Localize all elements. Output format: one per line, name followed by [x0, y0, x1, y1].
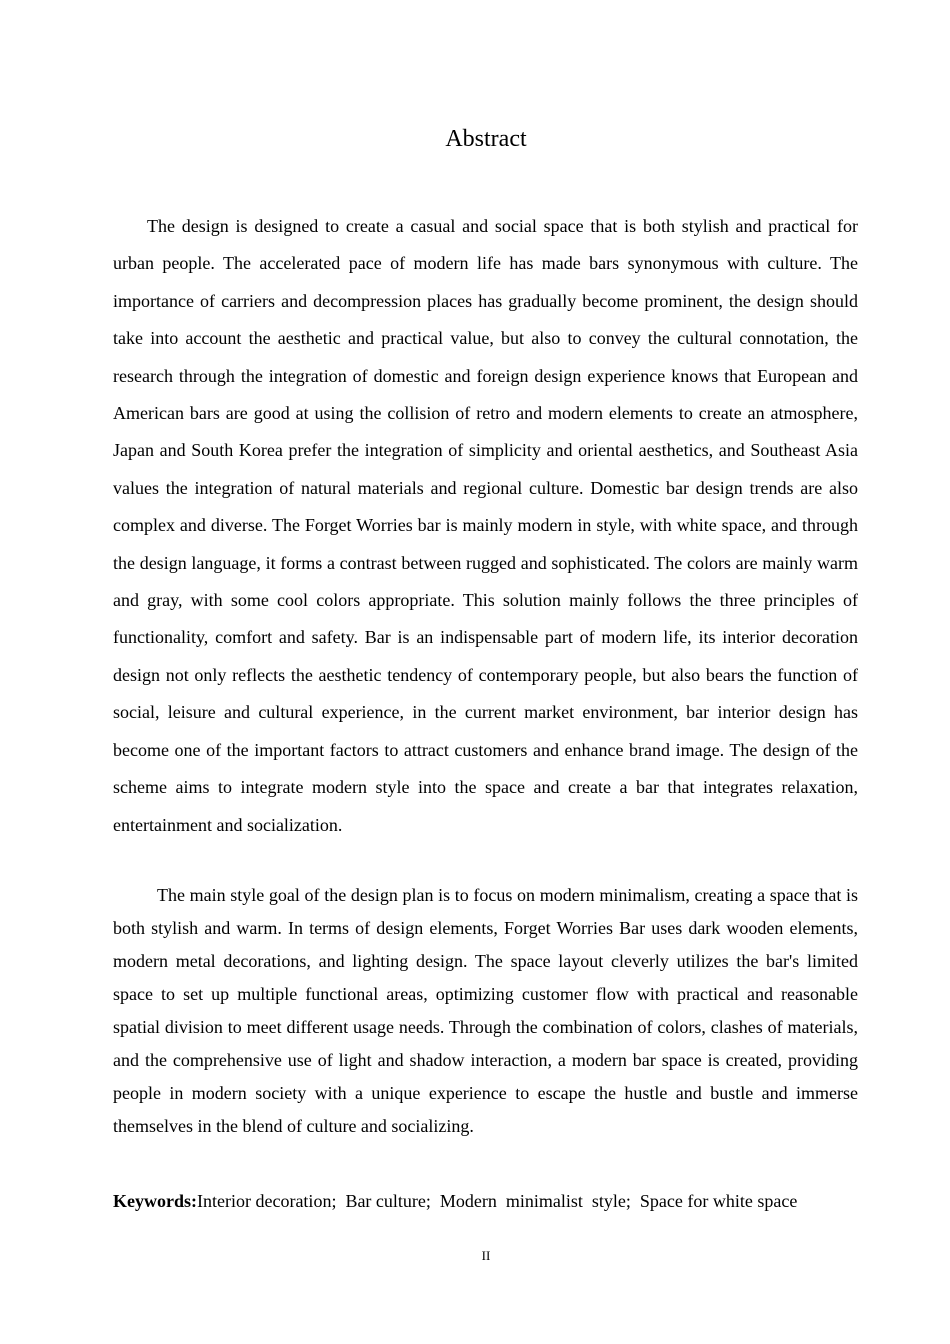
page-number: II [481, 1248, 491, 1263]
abstract-paragraph-1: The design is designed to create a casual and social space that is both stylish and practical for urban people. The accelerated pace of modern life has made bars synonymous with culture. The importance of carriers and decompression places has gradually become prominent, the design should take into account the aesthetic and practical value, but also to convey the cultural connotation, the research through the integration of domestic and foreign design experience knows that European and American bars are good at using the collision of retro and modern elements to create an atmosphere, Japan and South Korea prefer the integration of simplicity and oriental aesthetics, and Southeast Asia values the integration of natural materials and regional culture. Domestic bar design trends are also complex and diverse. The Forget Worries bar is mainly modern in style, with white space, and through the design language, it forms a contrast between rugged and sophisticated. The colors are mainly warm and gray, with some cool colors appropriate. This solution mainly follows the three principles of functionality, comfort and safety. Bar is an indispensable part of modern life, its interior decoration design not only reflects the aesthetic tendency of contemporary people, but also bears the function of social, leisure and cultural experience, in the current market environment, bar interior design has become one of the important factors to attract customers and enhance brand image. The design of the scheme aims to integrate modern style into the space and create a bar that integrates relaxation, entertainment and socialization. [113, 216, 858, 835]
keywords-label: Keywords: [113, 1191, 197, 1211]
keywords-list: Interior decoration; Bar culture; Modern minimalist style; Space for white space [197, 1191, 798, 1211]
abstract-paragraph-2: The main style goal of the design plan is to focus on modern minimalism, creating a space that is both stylish and warm. In terms of design elements, Forget Worries Bar uses dark wooden elements, modern metal decorations, and lighting design. The space layout cleverly utilizes the bar's limited space to set up multiple functional areas, optimizing customer flow with practical and reasonable spatial division to meet different usage needs. Through the combination of colors, clashes of materials, and the comprehensive use of light and shadow interaction, a modern bar space is created, providing people in modern society with a unique experience to escape the hustle and bustle and immerse themselves in the blend of culture and socializing. [113, 885, 858, 1136]
abstract-title: Abstract [445, 126, 527, 152]
keywords-line [113, 1187, 873, 1215]
